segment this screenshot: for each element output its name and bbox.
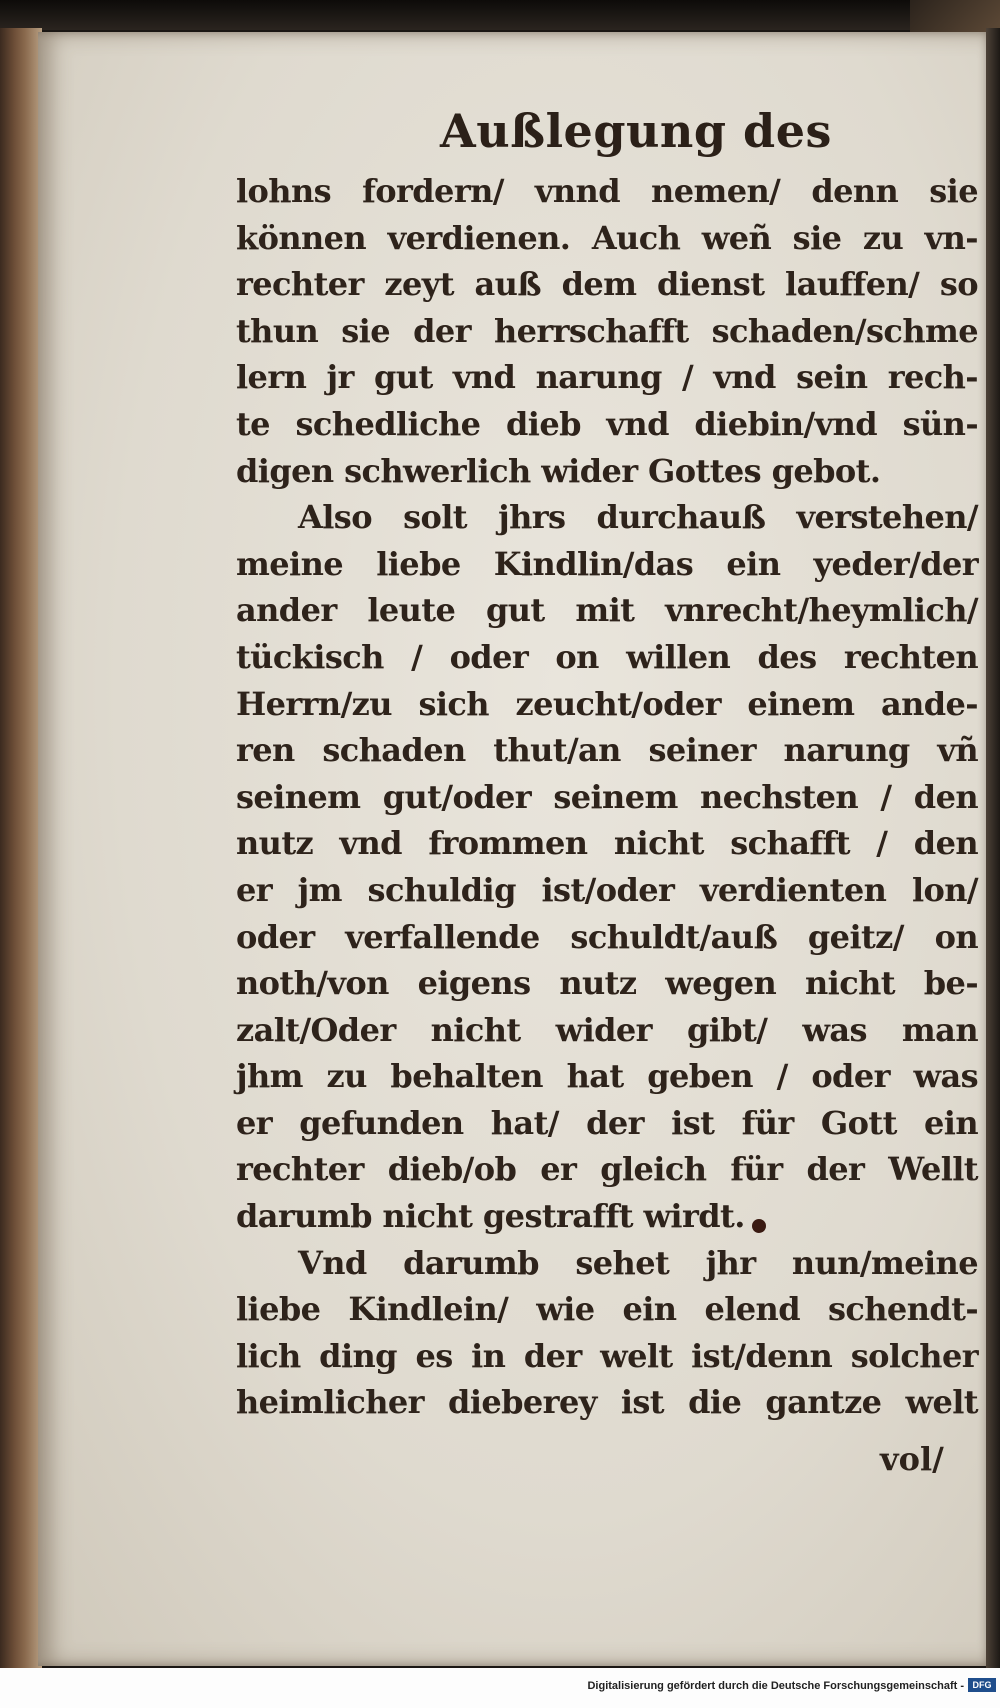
text-line: darumb nicht gestrafft wirdt.: [236, 1197, 745, 1236]
text-line: lich ding es in der welt ist/denn solcher: [236, 1336, 978, 1375]
body-text: [236, 168, 978, 1426]
text-line: lern jr gut vnd narung / vnd sein rech-: [236, 358, 978, 397]
catchword: vol/: [880, 1440, 944, 1478]
text-line: oder verfallende schuldt/auß geitz/ on: [236, 917, 978, 956]
text-line: tückisch / oder on willen des rechten: [236, 637, 978, 676]
text-line: zalt/Oder nicht wider gibt/ was man: [236, 1010, 978, 1049]
text-line: rechter dieb/ob er gleich für der Wellt: [236, 1150, 978, 1189]
text-line: Herrn/zu sich zeucht/oder einem ande-: [236, 684, 978, 723]
text-line: ren schaden thut/an seiner narung vñ: [236, 731, 978, 770]
text-line: Also solt jhrs durchauß verstehen/: [298, 498, 978, 537]
funding-notice: Digitalisierung gefördert durch die Deutsche Forschungsgemeinschaft -: [587, 1680, 964, 1692]
text-line: lohns fordern/ vnnd nemen/ denn sie: [236, 172, 978, 210]
text-line: seinem gut/oder seinem nechsten / den: [236, 777, 978, 816]
text-line: noth/von eigens nutz wegen nicht be-: [236, 964, 978, 1003]
text-line: digen schwerlich wider Gottes gebot.: [236, 451, 881, 490]
running-title: Außlegung des: [440, 104, 832, 158]
dfg-logo-icon: DFG: [968, 1678, 996, 1692]
text-line: jhm zu behalten hat geben / oder was: [236, 1057, 978, 1096]
text-line: liebe Kindlein/ wie ein elend schendt-: [236, 1290, 978, 1329]
text-line: Vnd darumb sehet jhr nun/meine: [298, 1243, 978, 1282]
scan-top-edge: [0, 0, 1000, 30]
text-line: nutz vnd frommen nicht schafft / den: [236, 824, 978, 863]
text-line: heimlicher dieberey ist die gantze welt: [236, 1383, 978, 1422]
page-edge: [986, 28, 1000, 1668]
text-line: rechter zeyt auß dem dienst lauffen/ so: [236, 265, 978, 304]
text-line: te schedliche dieb vnd diebin/vnd sün-: [236, 404, 978, 443]
book-binding: [0, 28, 42, 1668]
text-line: er jm schuldig ist/oder verdienten lon/: [236, 870, 978, 909]
text-line: er gefunden hat/ der ist für Gott ein: [236, 1103, 978, 1142]
text-line: meine liebe Kindlin/das ein yeder/der: [236, 544, 978, 583]
text-line: können verdienen. Auch weñ sie zu vn-: [236, 218, 978, 257]
text-line: ander leute gut mit vnrecht/heymlich/: [236, 591, 978, 630]
text-line: thun sie der herrschafft schaden/schme: [236, 311, 978, 350]
ink-blot: [752, 1219, 766, 1233]
